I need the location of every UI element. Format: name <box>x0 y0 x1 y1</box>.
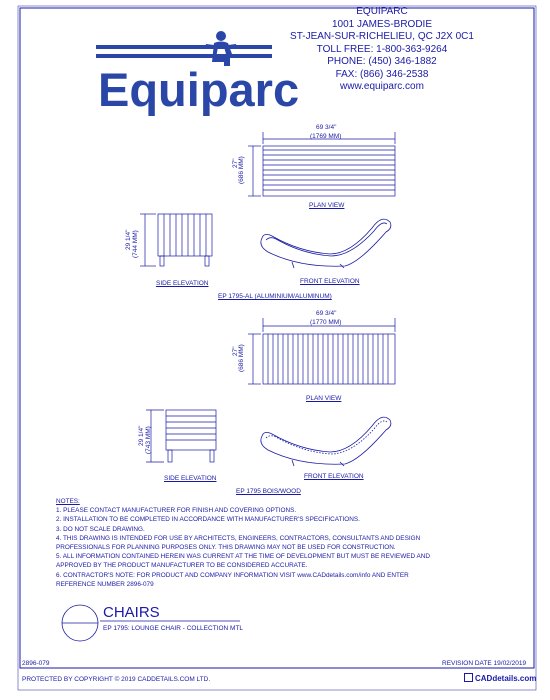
side2-label: SIDE ELEVATION <box>164 475 217 482</box>
company-address-1: 1001 JAMES-BRODIE <box>331 18 433 30</box>
company-website[interactable]: www.equiparc.com <box>340 81 424 92</box>
note-line: APPROVED BY THE PRODUCT MANUFACTURER TO BE CONSIDERED ACCURATE. <box>56 562 308 570</box>
plan2-width-imperial: 69 3/4" <box>316 310 337 317</box>
model2-label: EP 1795 BOIS/WOOD <box>236 488 301 495</box>
contact-block <box>282 6 482 94</box>
note-line: 5. ALL INFORMATION CONTAINED HEREIN WAS CURRENT AT THE TIME OF DEVELOPMENT BUT MUST BE REVIEWED AND <box>56 553 431 561</box>
side1-height-imperial: 29 1/4" <box>125 229 132 250</box>
side2-height-imperial: 29 1/4" <box>138 425 145 446</box>
front2-label: FRONT ELEVATION <box>304 473 364 480</box>
reference-number: 2896-079 <box>22 660 50 667</box>
plan2-depth-metric: (686 MM) <box>238 344 245 372</box>
side-elevation-1 <box>140 214 212 266</box>
side1-label: SIDE ELEVATION <box>156 280 209 287</box>
company-address-2: ST-JEAN-SUR-RICHELIEU, QC J2X 0C1 <box>290 31 474 42</box>
front-elevation-2 <box>261 417 391 466</box>
drawing-title: CHAIRS <box>103 604 160 621</box>
front-elevation-1 <box>261 219 391 268</box>
model1-label: EP 1795-AL (ALUMINIUM/ALUMINUM) <box>218 293 332 300</box>
company-name: EQUIPARC <box>356 6 408 17</box>
drawing-subtitle: EP 1795: LOUNGE CHAIR - COLLECTION MTL <box>103 625 244 632</box>
note-line: REFERENCE NUMBER 2896-079 <box>56 580 154 588</box>
notes-title: NOTES: <box>56 498 80 505</box>
title-circle <box>62 605 98 641</box>
note-line: PROFESSIONALS FOR PLANNING PURPOSES ONLY. THIS DRAWING MAY NOT BE USED FOR CONSTRUCTION. <box>56 544 396 552</box>
plan-view-2 <box>248 318 395 384</box>
notes-block <box>56 497 430 589</box>
note-line: 4. THIS DRAWING IS INTENDED FOR USE BY ARCHITECTS, ENGINEERS, CONTRACTORS, CONSULTANTS AND DESIGN <box>56 534 421 542</box>
note-line: 3. DO NOT SCALE DRAWING. <box>56 525 145 533</box>
note-line: 1. PLEASE CONTACT MANUFACTURER FOR FINISH AND COVERING OPTIONS. <box>56 507 297 515</box>
plan1-width-imperial: 69 3/4" <box>316 124 337 131</box>
plan-view-1 <box>248 132 395 196</box>
logo-graphic <box>96 31 272 66</box>
caddetails-brand[interactable] <box>464 673 536 683</box>
plan1-depth-imperial: 27" <box>232 158 239 168</box>
side-elevation-2 <box>146 410 216 462</box>
plan2-depth-imperial: 27" <box>232 346 239 356</box>
caddetails-text: CADdetails.com <box>475 674 537 683</box>
plan2-width-metric: (1770 MM) <box>310 319 342 326</box>
plan1-label: PLAN VIEW <box>309 202 345 209</box>
revision-date: REVISION DATE 19/02/2019 <box>442 660 527 667</box>
plan2-label: PLAN VIEW <box>306 395 342 402</box>
note-line: 6. CONTRACTOR'S NOTE: FOR PRODUCT AND COMPANY INFORMATION VISIT www.CADdetails.com/info AND ENTER <box>56 571 409 579</box>
company-phone: PHONE: (450) 346-1882 <box>327 56 437 67</box>
caddetails-icon <box>464 673 473 682</box>
plan1-width-metric: (1769 MM) <box>310 133 342 140</box>
front1-label: FRONT ELEVATION <box>300 278 360 285</box>
note-line: 2. INSTALLATION TO BE COMPLETED IN ACCORDANCE WITH MANUFACTURER'S SPECIFICATIONS. <box>56 516 360 524</box>
side1-height-metric: (744 MM) <box>132 230 139 258</box>
company-logo: Equiparc <box>98 63 300 116</box>
company-tollfree: TOLL FREE: 1-800-363-9264 <box>316 43 448 55</box>
copyright-notice: PROTECTED BY COPYRIGHT © 2019 CADDETAILS.COM LTD. <box>22 676 211 683</box>
company-fax: FAX: (866) 346-2538 <box>335 68 429 80</box>
side2-height-metric: (743 MM) <box>145 426 152 454</box>
plan1-depth-metric: (686 MM) <box>238 156 245 184</box>
